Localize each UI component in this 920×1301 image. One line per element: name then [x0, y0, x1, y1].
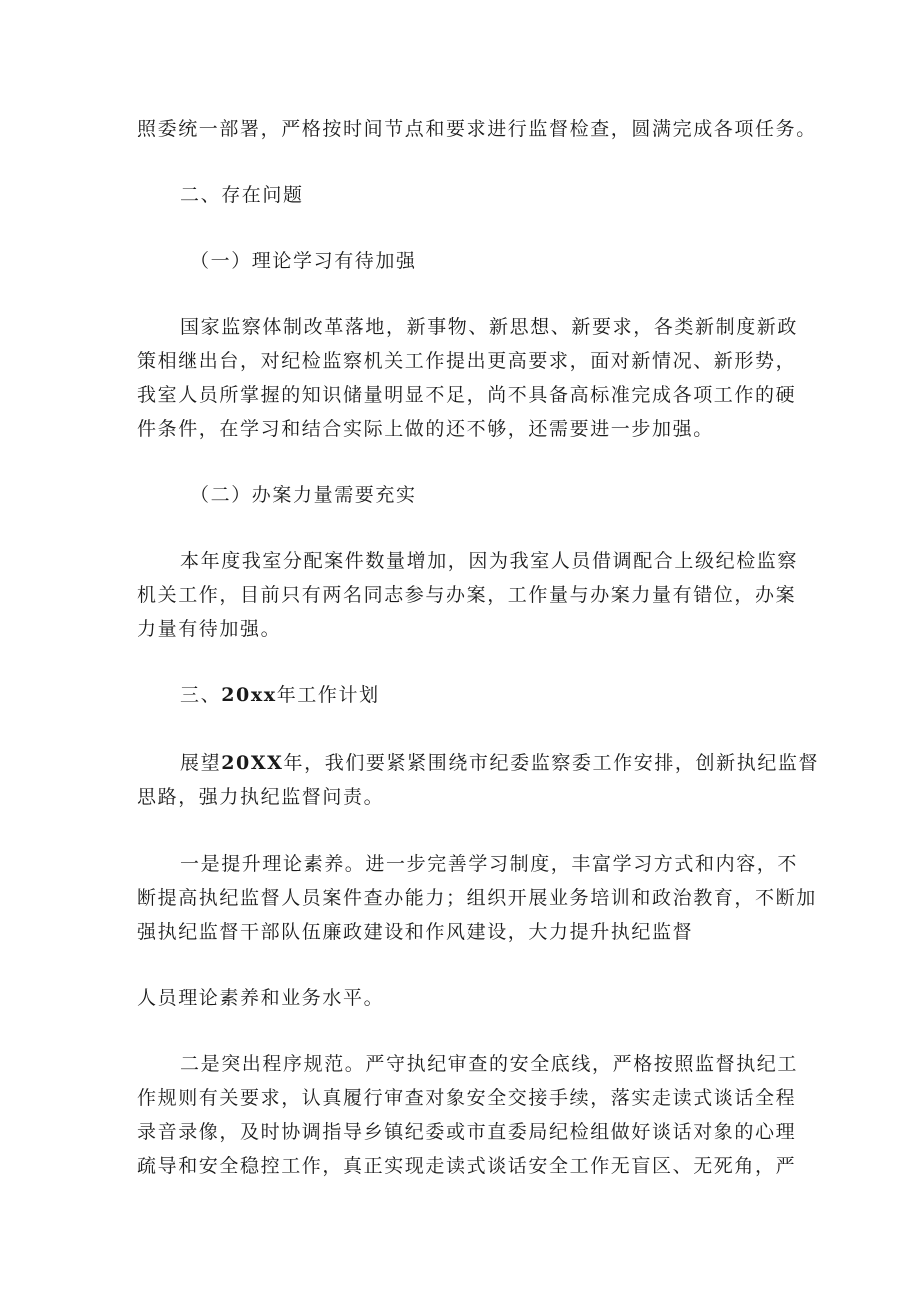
paragraph-line: 人员理论素养和业务水平。	[137, 987, 385, 1009]
section-heading-work-plan	[180, 682, 800, 708]
paragraph-line: 本年度我室分配案件数量增加，因为我室人员借调配合上级纪检监察	[180, 550, 799, 572]
paragraph-line: 录音录像，及时协调指导乡镇纪委或市直委局纪检组做好谈话对象的心理	[137, 1121, 797, 1143]
paragraph-line: 国家监察体制改革落地，新事物、新思想、新要求，各类新制度新政	[180, 316, 799, 338]
paragraph-line: 一是提升理论素养。进一步完善学习制度，丰富学习方式和内容，不	[180, 853, 799, 875]
paragraph-line: 作规则有关要求，认真履行审查对象安全交接手续，落实走读式谈话全程	[137, 1087, 797, 1109]
paragraph-line: 疏导和安全稳控工作，真正实现走读式谈话安全工作无盲区、无死角，严	[137, 1155, 797, 1177]
paragraph-line: 强执纪监督干部队伍廉政建设和作风建设，大力提升执纪监督	[137, 921, 694, 943]
paragraph-line: 策相继出台，对纪检监察机关工作提出更高要求，面对新情况、新形势，	[137, 350, 797, 372]
text-suffix: 年，我们要紧紧围绕市纪委监察委工作安排，创新执纪监督	[283, 752, 820, 774]
text-year: 20XX	[221, 752, 284, 774]
paragraph-line: 照委统一部署，严格按时间节点和要求进行监督检查，圆满完成各项任务。	[137, 118, 817, 140]
heading-prefix: 三、	[180, 684, 222, 706]
subheading-theory-study: （一）理论学习有待加强	[190, 250, 417, 272]
paragraph-line: 断提高执纪监督人员案件查办能力；组织开展业务培训和政治教育，不断加	[137, 887, 817, 909]
paragraph-line: 二是突出程序规范。严守执纪审查的安全底线，严格按照监督执纪工	[180, 1053, 799, 1075]
paragraph-line: 机关工作，目前只有两名同志参与办案，工作量与办案力量有错位，办案	[137, 584, 797, 606]
section-heading-problems: 二、存在问题	[180, 184, 304, 206]
paragraph-line: 力量有待加强。	[137, 618, 282, 640]
paragraph-line: 思路，强力执纪监督问责。	[137, 786, 385, 808]
paragraph-line: 我室人员所掌握的知识储量明显不足，尚不具备高标准完成各项工作的硬	[137, 384, 797, 406]
subheading-case-capacity: （二）办案力量需要充实	[190, 484, 417, 506]
text-prefix: 展望	[180, 752, 222, 774]
heading-year: 20xx	[221, 684, 277, 706]
paragraph-line	[180, 750, 820, 776]
paragraph-line: 件条件，在学习和结合实际上做的还不够，还需要进一步加强。	[137, 418, 714, 440]
heading-suffix: 年工作计划	[276, 684, 380, 706]
